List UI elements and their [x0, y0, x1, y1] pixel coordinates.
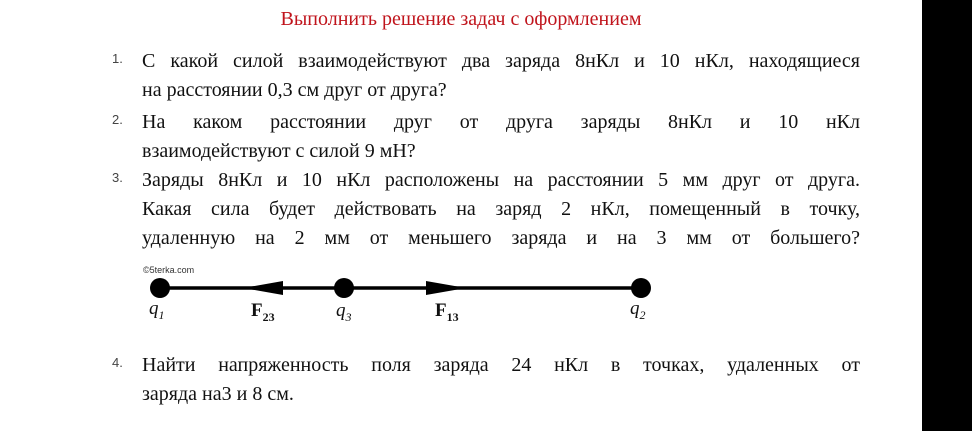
- problem-line: С какой силой взаимодействуют два заряда 8нКл и 10 нКл, находящиеся: [142, 50, 860, 72]
- charge-q3: [334, 278, 354, 298]
- problem-line: Найти напряженность поля заряда 24 нКл в точках, удаленных от: [142, 354, 860, 376]
- problem-line: заряда на3 и 8 см.: [142, 383, 294, 405]
- problem-line: Какая сила будет действовать на заряд 2 нКл, помещенный в точку,: [142, 198, 860, 220]
- problem-4: [112, 351, 860, 409]
- label-q2: $q_2$: [630, 298, 646, 322]
- problem-number: 1.: [112, 51, 123, 66]
- problem-number: 2.: [112, 112, 123, 127]
- arrow-f23: [243, 281, 283, 295]
- problem-line: взаимодействуют с силой 9 мН?: [142, 140, 416, 162]
- label-q1: $q_1$: [149, 298, 165, 322]
- label-f23: $F_{23}$: [251, 300, 275, 324]
- problem-line: Заряды 8нКл и 10 нКл расположены на расстоянии 5 мм друг от друга.: [142, 169, 860, 191]
- label-q3: $q_3$: [336, 300, 352, 324]
- watermark: ©5terka.com: [143, 265, 195, 275]
- problem-line: На каком расстоянии друг от друга заряды 8нКл и 10 нКл: [142, 111, 860, 133]
- problem-number: 4.: [112, 355, 123, 370]
- page-title: Выполнить решение задач с оформлением: [280, 8, 642, 30]
- problem-number: 3.: [112, 170, 123, 185]
- problem-line: удаленную на 2 мм от меньшего заряда и на 3 мм от большего?: [142, 227, 860, 249]
- arrow-f13: [426, 281, 466, 295]
- charge-q2: [631, 278, 651, 298]
- charge-q1: [150, 278, 170, 298]
- label-f13: $F_{13}$: [435, 300, 459, 324]
- problem-text: [142, 351, 860, 409]
- problem-line: на расстоянии 0,3 см друг от друга?: [142, 79, 447, 101]
